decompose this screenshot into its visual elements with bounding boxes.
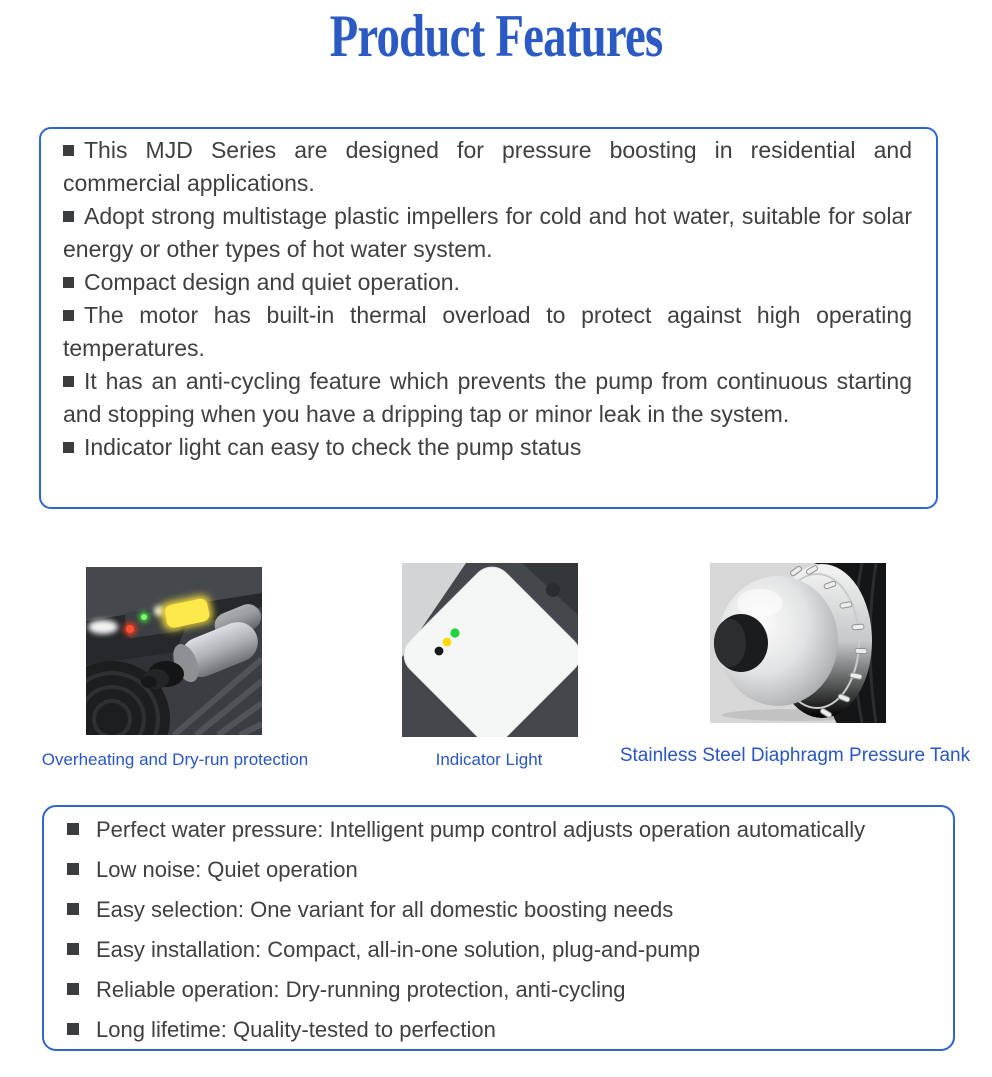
feature-item xyxy=(63,299,912,365)
page-title: Product Features xyxy=(329,3,663,69)
feature-item xyxy=(63,431,912,464)
benefit-item xyxy=(67,970,933,1010)
feature-text: Indicator light can easy to check the pump status xyxy=(84,434,582,460)
feature-item xyxy=(63,365,912,431)
benefit-text: Easy installation: Compact, all-in-one solution, plug-and-pump xyxy=(96,937,701,962)
benefit-item xyxy=(67,1010,933,1050)
bullet-square-icon xyxy=(63,211,74,222)
motor-cutaway-illustration xyxy=(86,567,262,735)
bullet-square-icon xyxy=(67,863,79,875)
bullet-square-icon xyxy=(63,310,74,321)
bullet-square-icon xyxy=(67,983,79,995)
tank-cap xyxy=(714,614,768,672)
feature-item xyxy=(63,266,912,299)
feature-item xyxy=(63,200,912,266)
benefit-item xyxy=(67,850,933,890)
feature-text: Compact design and quiet operation. xyxy=(84,269,460,295)
bullet-square-icon xyxy=(63,145,74,156)
bullet-square-icon xyxy=(67,943,79,955)
benefit-item xyxy=(67,930,933,970)
benefit-text: Reliable operation: Dry-running protection, anti-cycling xyxy=(96,977,626,1002)
benefit-text: Low noise: Quiet operation xyxy=(96,857,358,882)
indicator-panel-illustration xyxy=(402,563,578,737)
bullet-square-icon xyxy=(67,823,79,835)
motor-cutaway-image xyxy=(86,567,262,735)
benefits-box xyxy=(42,805,955,1051)
indicator-light-image xyxy=(402,563,578,737)
white-light-glow xyxy=(88,620,118,634)
feature-text: Adopt strong multistage plastic impellers for cold and hot water, suitable for solar energy or other types of hot water system. xyxy=(63,203,912,262)
feature-text: The motor has built-in thermal overload to protect against high operating temperatures. xyxy=(63,302,912,361)
screw-hole xyxy=(546,583,560,597)
bullet-square-icon xyxy=(63,277,74,288)
pressure-tank-illustration xyxy=(710,563,886,723)
image-caption: Overheating and Dry-run protection xyxy=(41,750,309,769)
bullet-square-icon xyxy=(67,903,79,915)
bullet-square-icon xyxy=(63,376,74,387)
features-box xyxy=(39,127,938,509)
bullet-square-icon xyxy=(63,442,74,453)
benefit-text: Perfect water pressure: Intelligent pump control adjusts operation automatically xyxy=(96,817,866,842)
benefit-item xyxy=(67,810,933,850)
benefit-item xyxy=(67,890,933,930)
pressure-tank-image xyxy=(710,563,886,723)
feature-text: It has an anti-cycling feature which prevents the pump from continuous starting and stopping when you have a dripping tap or minor leak in the system. xyxy=(63,368,912,427)
benefit-text: Easy selection: One variant for all domestic boosting needs xyxy=(96,897,674,922)
black-led-icon xyxy=(435,647,444,656)
yellow-led-icon xyxy=(443,638,452,647)
feature-item xyxy=(63,134,912,200)
image-caption: Stainless Steel Diaphragm Pressure Tank xyxy=(619,745,971,766)
green-led-icon xyxy=(450,628,459,637)
image-caption: Indicator Light xyxy=(435,750,543,769)
bullet-square-icon xyxy=(67,1023,79,1035)
feature-text: This MJD Series are designed for pressure boosting in residential and commercial applications. xyxy=(63,137,912,196)
benefit-text: Long lifetime: Quality-tested to perfection xyxy=(96,1017,496,1042)
